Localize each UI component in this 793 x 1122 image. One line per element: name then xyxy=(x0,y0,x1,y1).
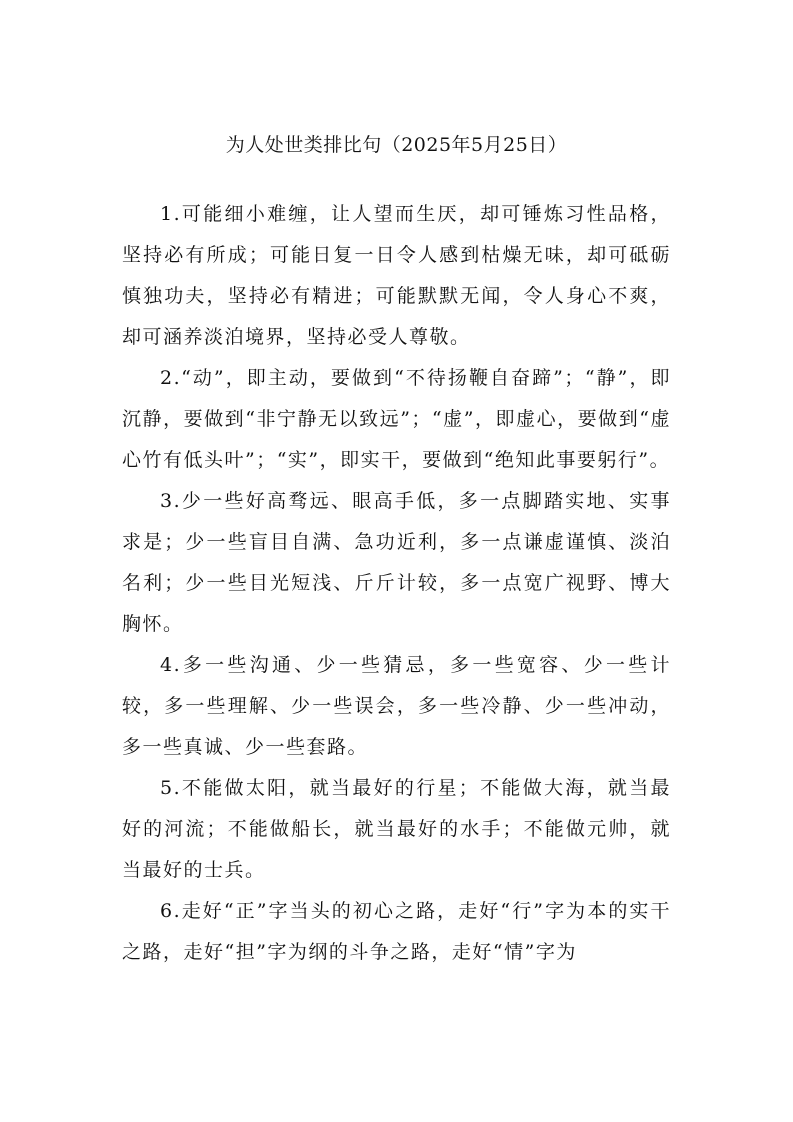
document-body xyxy=(122,194,671,973)
paragraph-2: 2.“动”，即主动，要做到“不待扬鞭自奋蹄”；“静”，即沉静，要做到“非宁静无以致远”；“虚”，即虚心，要做到“虚心竹有低头叶”；“实”，即实干，要做到“绝知此事要躬行”。 xyxy=(122,367,671,471)
paragraph-3: 3.少一些好高骛远、眼高手低，多一点脚踏实地、实事求是；少一些盲目自满、急功近利，多一点谦虚谨慎、淡泊名利；少一些目光短浅、斤斤计较，多一点宽广视野、博大胸怀。 xyxy=(122,490,671,635)
paragraph-4: 4.多一些沟通、少一些猜忌，多一些宽容、少一些计较，多一些理解、少一些误会，多一些冷静、少一些冲动，多一些真诚、少一些套路。 xyxy=(122,654,671,758)
document-title: 为人处世类排比句（2025年5月25日） xyxy=(225,134,568,156)
paragraph-1: 1.可能细小难缠，让人望而生厌，却可锤炼习性品格，坚持必有所成；可能日复一日令人感到枯燥无味，却可砥砺慎独功夫，坚持必有精进；可能默默无闻，令人身心不爽，却可涵养淡泊境界，坚持必受人尊敬。 xyxy=(122,203,671,348)
paragraph-5: 5.不能做太阳，就当最好的行星；不能做大海，就当最好的河流；不能做船长，就当最好的水手；不能做元帅，就当最好的士兵。 xyxy=(122,777,671,881)
paragraph-6: 6.走好“正”字当头的初心之路，走好“行”字为本的实干之路，走好“担”字为纲的斗争之路，走好“情”字为 xyxy=(122,900,671,963)
